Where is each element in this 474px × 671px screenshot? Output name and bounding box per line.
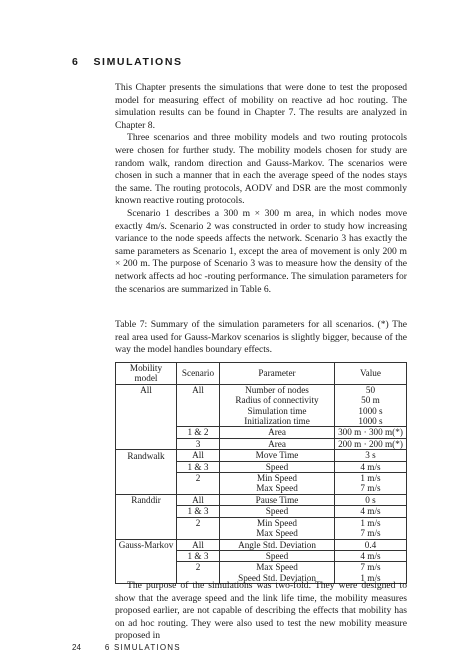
table-cell: Speed Std. Deviation	[220, 573, 335, 584]
table-cell	[116, 427, 177, 438]
table-cell: Move Time	[220, 450, 335, 461]
table-cell: Radius of connectivity	[220, 395, 335, 405]
table-cell	[116, 438, 177, 449]
paragraph: The purpose of the simulations was two-fold. They were designed to show that the average speed and the link life time, the mobility measures proposed earlier, are not capable of describing the effects that mobility has on ad hoc routing. They were also used to test the new mobility measure proposed in	[115, 580, 407, 642]
table-cell: All	[177, 450, 220, 461]
table-cell: Speed	[220, 461, 335, 472]
table-cell: 1 m/s	[335, 517, 407, 528]
table-cell: 7 m/s	[335, 483, 407, 494]
table-cell: 4 m/s	[335, 550, 407, 561]
table-cell: All	[116, 384, 177, 395]
table-cell: 7 m/s	[335, 562, 407, 573]
table-cell	[116, 483, 177, 494]
table-row	[116, 395, 407, 405]
table-cell: Speed	[220, 506, 335, 517]
table-row	[116, 384, 407, 395]
table-cell: Angle Std. Deviation	[220, 539, 335, 550]
table-cell	[116, 550, 177, 561]
simulation-parameters-table	[115, 362, 407, 584]
table-cell: Min Speed	[220, 473, 335, 484]
table-row	[116, 550, 407, 561]
page-footer	[72, 643, 181, 652]
table-cell: 1 m/s	[335, 573, 407, 584]
column-header: Scenario	[177, 363, 220, 385]
page-number: 24	[72, 643, 81, 652]
table-body	[116, 384, 407, 583]
intro-text	[115, 82, 407, 296]
table-cell: 1000 s	[335, 416, 407, 427]
table-row	[116, 483, 407, 494]
caption-text: Table 7: Summary of the simulation parameters for all scenarios. (*) The real area used for Gauss-Markov scenarios is slightly bigger, because of the way the model handles boundary effects.	[115, 319, 407, 356]
table-cell: Number of nodes	[220, 384, 335, 395]
table-cell: 1 & 3	[177, 461, 220, 472]
table-caption	[115, 319, 407, 357]
table-cell	[116, 562, 177, 573]
table-cell: 7 m/s	[335, 528, 407, 539]
table-cell	[116, 506, 177, 517]
table-cell	[177, 395, 220, 405]
column-header: Mobility model	[116, 363, 177, 385]
table-row	[116, 528, 407, 539]
table-row	[116, 506, 407, 517]
table-cell: Simulation time	[220, 406, 335, 416]
paragraph: Scenario 1 describes a 300 m × 300 m area, in which nodes move exactly 4m/s. Scenario 2 was constructed in order to study how increasing variance to the node speeds affects the network. Scenario 3 has exactly the same parameters as Scenario 1, except the area of movement is only 200 m × 200 m. The purpose of Scenario 3 was to measure how the density of the network affects ad hoc -routing performance. The simulation parameters for the scenarios are summarized in Table 6.	[115, 207, 407, 295]
table-cell	[116, 473, 177, 484]
table-cell: 1 & 3	[177, 506, 220, 517]
table-cell: 2	[177, 517, 220, 528]
paragraph: This Chapter presents the simulations that were done to test the proposed model for measuring effect of mobility on reactive ad hoc routing. The simulation results can be found in Chapter 7. The results are analyzed in Chapter 8.	[115, 82, 407, 131]
paragraph: Three scenarios and three mobility models and two routing protocols were chosen for further study. The mobility models chosen for study are random walk, random direction and Gauss-Markov. The scenarios were chosen in such a manner that in each the average speed of the nodes stays the same. The routing protocols, AODV and DSR are the most commonly known reactive routing protocols.	[115, 132, 407, 207]
column-header: Parameter	[220, 363, 335, 385]
table-cell: Area	[220, 427, 335, 438]
table-row	[116, 416, 407, 427]
table-cell: Randwalk	[116, 450, 177, 461]
table-cell: All	[177, 384, 220, 395]
table-cell	[177, 406, 220, 416]
table-cell	[116, 461, 177, 472]
table-cell: Max Speed	[220, 483, 335, 494]
table-row	[116, 461, 407, 472]
table-cell: 1 m/s	[335, 473, 407, 484]
table-cell: 2	[177, 562, 220, 573]
table-row	[116, 539, 407, 550]
table-row	[116, 406, 407, 416]
table-cell: 1 & 3	[177, 550, 220, 561]
table-cell: 300 m · 300 m(*)	[335, 427, 407, 438]
table-cell: 3	[177, 438, 220, 449]
table-cell: Gauss-Markov	[116, 539, 177, 550]
table-cell	[116, 528, 177, 539]
table-row	[116, 450, 407, 461]
table-row	[116, 562, 407, 573]
table-cell	[116, 517, 177, 528]
table-cell	[177, 528, 220, 539]
table-cell: Area	[220, 438, 335, 449]
chapter-number: 6	[72, 56, 80, 68]
table-cell: Randdir	[116, 494, 177, 505]
table-cell: Max Speed	[220, 528, 335, 539]
table-cell	[177, 416, 220, 427]
running-head: 6 SIMULATIONS	[104, 643, 181, 652]
table-header-row	[116, 363, 407, 385]
table-cell: 200 m · 200 m(*)	[335, 438, 407, 449]
closing-text	[115, 580, 407, 643]
column-header: Value	[335, 363, 407, 385]
table-cell: Min Speed	[220, 517, 335, 528]
table-cell: All	[177, 539, 220, 550]
chapter-heading	[72, 56, 183, 68]
table-cell: 50	[335, 384, 407, 395]
table-cell: 3 s	[335, 450, 407, 461]
table-cell: 2	[177, 473, 220, 484]
table-cell: 1 & 2	[177, 427, 220, 438]
table-cell: 1000 s	[335, 406, 407, 416]
table-row	[116, 427, 407, 438]
table-cell: 4 m/s	[335, 506, 407, 517]
table-cell: Speed	[220, 550, 335, 561]
table-cell	[177, 483, 220, 494]
table-cell: All	[177, 494, 220, 505]
table-cell	[116, 395, 177, 405]
table-cell: 0.4	[335, 539, 407, 550]
table-cell: Initialization time	[220, 416, 335, 427]
table-cell: Max Speed	[220, 562, 335, 573]
table-cell	[116, 406, 177, 416]
table-cell	[116, 416, 177, 427]
table-row	[116, 494, 407, 505]
table-cell: Pause Time	[220, 494, 335, 505]
table-cell: 4 m/s	[335, 461, 407, 472]
table-row	[116, 438, 407, 449]
table-cell: 0 s	[335, 494, 407, 505]
table-row	[116, 517, 407, 528]
chapter-title: SIMULATIONS	[93, 56, 183, 68]
table-cell: 50 m	[335, 395, 407, 405]
table-row	[116, 473, 407, 484]
